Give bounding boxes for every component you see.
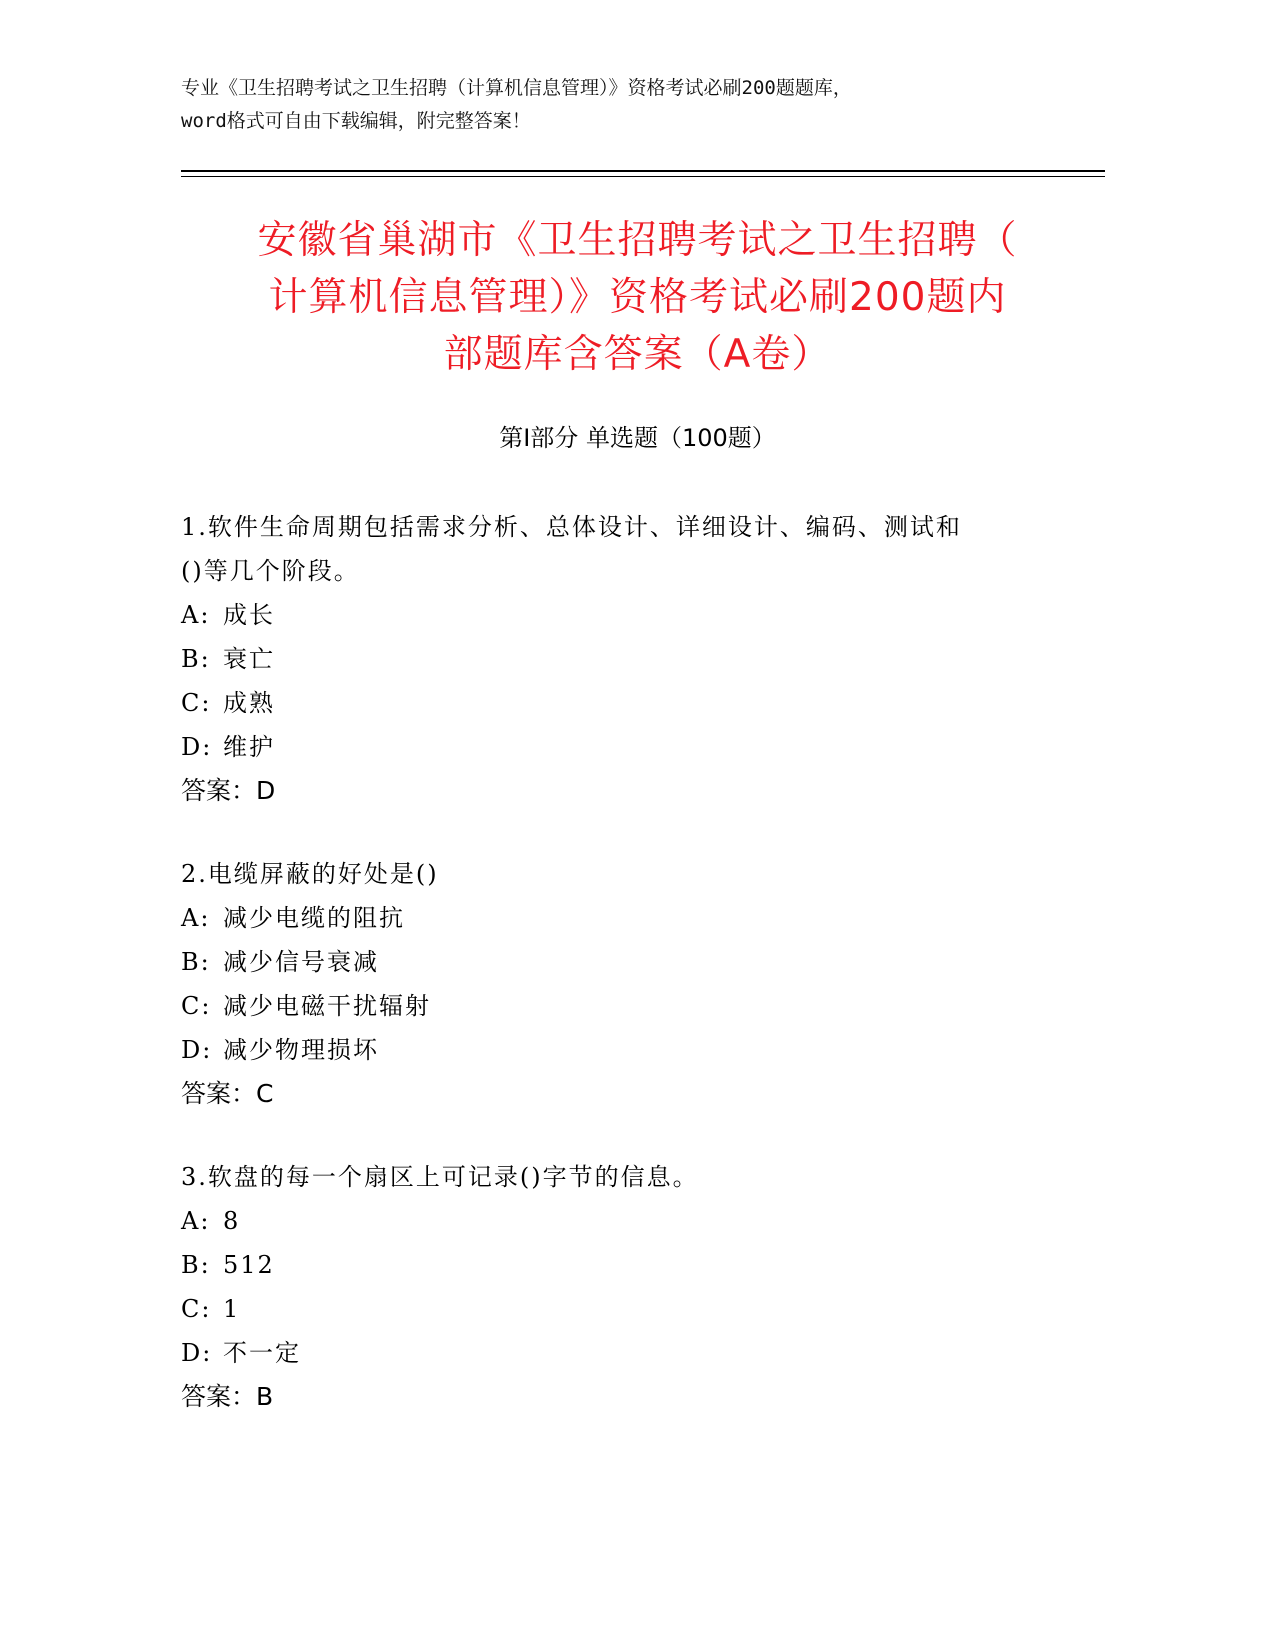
document-title [150,212,1125,383]
option-text: 不一定 [223,1339,301,1367]
document-title-line-3: 部题库含答案（A卷） [443,332,832,377]
question-stem: 2.电缆屏蔽的好处是() [181,860,439,888]
option-text: 1 [223,1295,241,1323]
option-key: A: [181,1207,211,1235]
header-note-line-1: 专业《卫生招聘考试之卫生招聘（计算机信息管理）》资格考试必刷200题题库， [181,77,852,99]
option-text: 成熟 [223,689,275,717]
question-stem: 1.软件生命周期包括需求分析、总体设计、详细设计、编码、测试和 [181,513,962,541]
answer-line: 答案：D [181,776,276,805]
option-text: 维护 [223,733,275,761]
option-key: A: [181,904,211,932]
answer-line: 答案：B [181,1382,274,1411]
option-b [181,940,1081,984]
option-key: B: [181,1251,211,1279]
section-heading: 第Ⅰ部分 单选题（100题） [499,424,776,452]
option-c [181,681,1081,725]
option-key: A: [181,601,211,629]
option-a [181,593,1081,637]
option-text: 成长 [223,601,275,629]
question-item [181,505,1081,813]
header-note [181,72,1101,138]
option-c [181,1287,1081,1331]
question-item [181,1155,1081,1419]
option-key: D: [181,733,213,761]
document-title-line-1: 安徽省巢湖市《卫生招聘考试之卫生招聘（ [257,218,1018,263]
option-text: 减少物理损坏 [223,1036,379,1064]
option-text: 减少电缆的阻抗 [223,904,405,932]
question-stem: 3.软盘的每一个扇区上可记录()字节的信息。 [181,1163,699,1191]
option-key: C: [181,992,212,1020]
option-key: D: [181,1036,213,1064]
document-title-line-2: 计算机信息管理）》资格考试必刷200题内 [268,275,1007,320]
question-stem-continued: ()等几个阶段。 [181,557,360,585]
option-b [181,637,1081,681]
option-text: 8 [223,1207,241,1235]
option-text: 减少电磁干扰辐射 [223,992,431,1020]
header-divider-thin [181,176,1105,177]
option-d [181,1028,1081,1072]
option-text: 512 [223,1251,275,1279]
option-c [181,984,1081,1028]
option-a [181,896,1081,940]
option-d [181,1331,1081,1375]
option-a [181,1199,1081,1243]
option-d [181,725,1081,769]
header-divider-thick [181,170,1105,172]
option-key: C: [181,689,212,717]
option-key: B: [181,948,211,976]
option-text: 减少信号衰减 [223,948,379,976]
option-key: D: [181,1339,213,1367]
option-text: 衰亡 [223,645,275,673]
option-key: B: [181,645,211,673]
question-item [181,852,1081,1116]
question-list [181,505,1081,1458]
answer-line: 答案：C [181,1079,274,1108]
option-b [181,1243,1081,1287]
option-key: C: [181,1295,212,1323]
header-note-line-2: word格式可自由下载编辑，附完整答案！ [181,110,531,132]
